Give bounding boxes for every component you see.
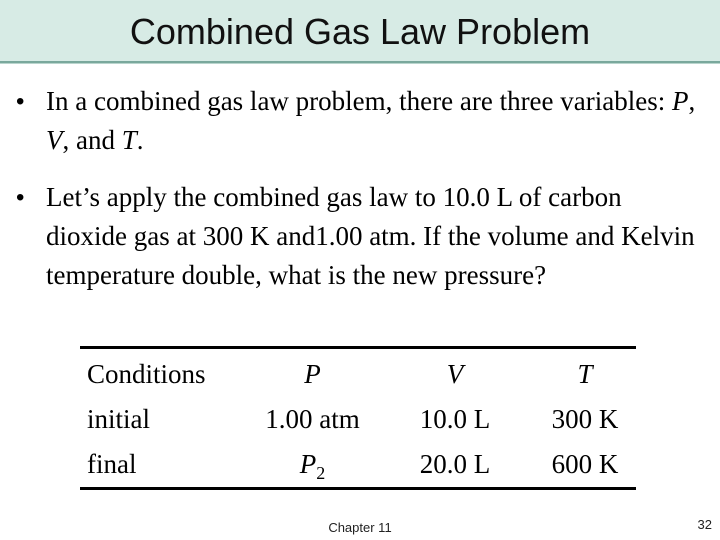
bullet-text: Let’s apply the combined gas law to 10.0 L of carbon dioxide gas at 300 K and1.00 atm. If the volume and Kelvin temperature double, what is the new pressure? (46, 182, 695, 290)
variable-t: T (121, 125, 137, 155)
table-header-volume: V (446, 359, 464, 389)
table-header-conditions: Conditions (87, 359, 206, 389)
separator: , (688, 86, 696, 116)
separator: , and (62, 125, 122, 155)
title-divider (0, 63, 720, 64)
sentence-end: . (136, 125, 144, 155)
title-bar (0, 0, 720, 63)
table-header-pressure: P (304, 359, 321, 389)
bullet-dot-icon: • (16, 184, 25, 211)
bullet-list (16, 82, 706, 313)
footer-chapter: Chapter 11 (328, 520, 392, 535)
slide-title: Combined Gas Law Problem (129, 11, 591, 52)
table-cell-final-volume: 20.0 L (419, 449, 491, 479)
table-cell-final-temperature: 600 K (551, 449, 619, 479)
bullet-dot-icon: • (16, 88, 25, 115)
conditions-table (80, 346, 636, 490)
table-top-rule (80, 346, 636, 349)
pressure-subscript: 2 (316, 463, 326, 483)
bullet-item-variables (16, 82, 706, 160)
table-cell-initial-pressure: 1.00 atm (265, 404, 360, 434)
slide-number: 32 (697, 517, 712, 532)
table-row-final-label: final (87, 449, 137, 479)
table-row-initial-label: initial (87, 404, 150, 434)
table-bottom-rule (80, 487, 636, 490)
variable-v: V (46, 125, 63, 155)
table-cell-initial-temperature: 300 K (551, 404, 619, 434)
bullet-item-problem (16, 178, 706, 295)
bullet-text: In a combined gas law problem, there are three variables: (46, 86, 672, 116)
pressure-symbol: P (299, 449, 317, 479)
variable-p: P (671, 86, 689, 116)
table-cell-initial-volume: 10.0 L (419, 404, 491, 434)
table-header-temperature: T (577, 359, 593, 389)
table-cell-final-pressure (230, 448, 395, 483)
